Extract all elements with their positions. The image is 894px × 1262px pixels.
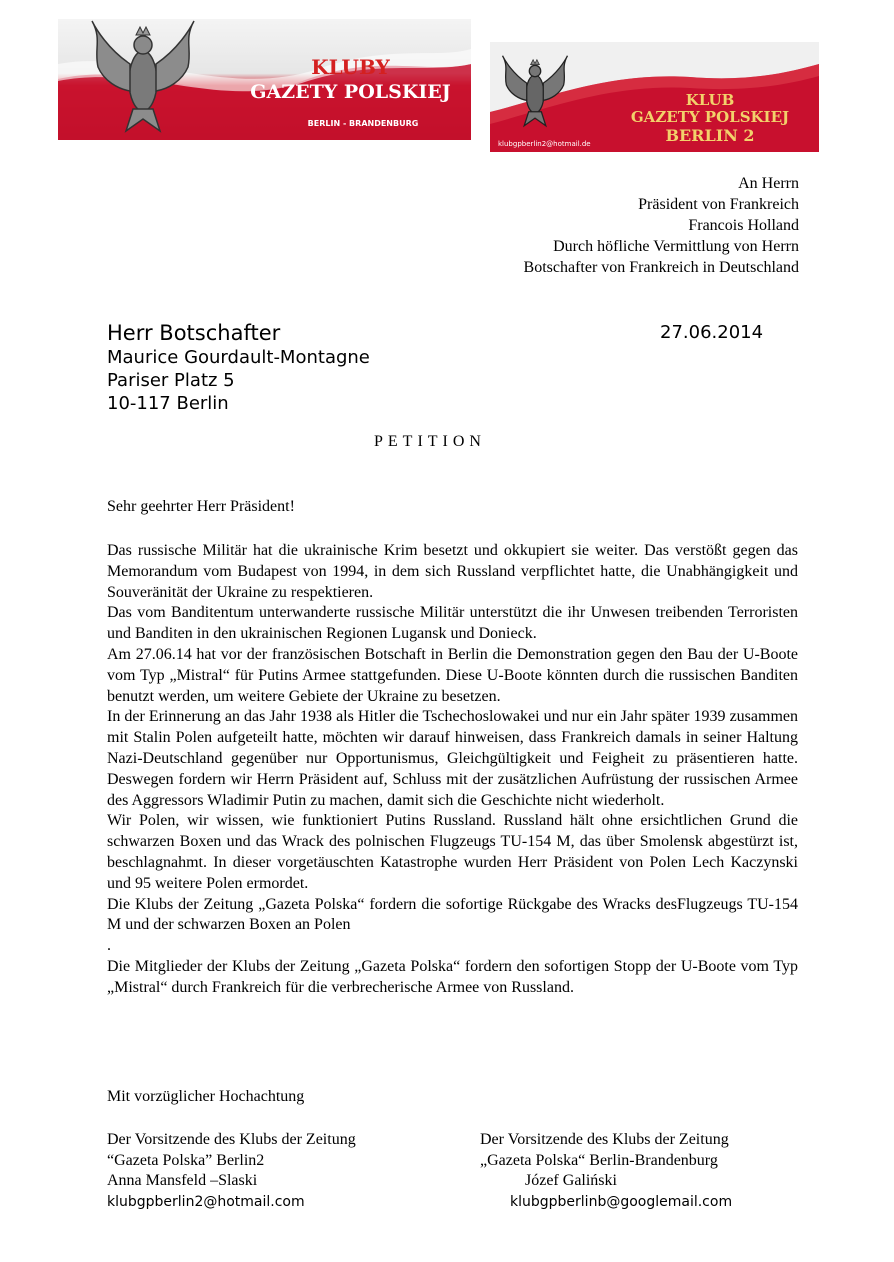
body-paragraph: Wir Polen, wir wissen, wie funktioniert Putins Russland. Russland hält ohne ersichtlichen Grund die schwarzen Boxen und das Wrack des polnischen Flugzeugs TU-154 M, das über Smolensk abgestürzt ist, beschlagnahmt. In dieser vorgetäuschten Katastrophe wurden Herr Präsident von Polen Lech Kaczynski und 95 weitere Polen ermordet. (107, 812, 798, 892)
signature-email: klubgpberlin2@hotmail.com (107, 1193, 305, 1210)
address-line: Herr Botschafter (107, 321, 281, 345)
logo-line3: BERLIN - BRANDENBURG (307, 119, 419, 128)
logo-line3: BERLIN 2 (665, 126, 755, 145)
signature-role: Der Vorsitzende des Klubs der Zeitung (480, 1131, 729, 1148)
recipient-line: Francois Holland (688, 217, 799, 234)
body-paragraph: Das russische Militär hat die ukrainische Krim besetzt und okkupiert sie weiter. Das verstößt gegen das Memorandum vom Budapest von 1994, in dem sich Russland verpflichtet hatte, die Unabhängigkeit und Souveränität der Ukraine zu respektieren. (107, 542, 798, 601)
recipient-line: An Herrn (738, 175, 799, 192)
body-paragraph: Das vom Banditentum unterwanderte russische Militär unterstützt die ihr Unwesen treibenden Terroristen und Banditen in den ukrainischen Regionen Lugansk und Donieck. (107, 604, 798, 643)
signature-club: “Gazeta Polska” Berlin2 (107, 1151, 265, 1169)
logo-line1: KLUBY (311, 55, 390, 79)
letter-date: 27.06.2014 (660, 322, 764, 343)
eagle-icon (500, 48, 570, 138)
body-paragraph: Am 27.06.14 hat vor der französischen Botschaft in Berlin die Demonstration gegen den Bau der U-Boote vom Typ „Mistral“ für Putins Armee stattgefunden. Diese U-Boote könnten durch die russischen Banditen benutzt werden, um weitere Gebiete der Ukraine zu besetzen. (107, 645, 798, 705)
address-line: 10-117 Berlin (107, 393, 229, 414)
body-paragraph: . (107, 937, 111, 955)
eagle-icon (88, 19, 198, 140)
signature-name: Anna Mansfeld –Slaski (107, 1172, 258, 1189)
logo-klub-berlin-2 (490, 42, 819, 152)
logo-email: klubgpberlin2@hotmail.de (498, 140, 591, 148)
recipient-line: Durch höfliche Vermittlung von Herrn (553, 238, 799, 255)
recipient-line: Botschafter von Frankreich in Deutschland (523, 259, 799, 276)
signature-name: Józef Galiński (525, 1172, 617, 1189)
salutation: Sehr geehrter Herr Präsident! (107, 498, 295, 515)
document-title: PETITION (374, 433, 486, 450)
signature-block (480, 1130, 732, 1212)
logo-line2: GAZETY POLSKIEJ (250, 81, 451, 103)
recipient-line: Präsident von Frankreich (638, 196, 799, 213)
signature-club: „Gazeta Polska“ Berlin-Brandenburg (480, 1151, 718, 1169)
logo-klub-berlin-brandenburg (58, 19, 471, 140)
address-line: Maurice Gourdault-Montagne (107, 347, 370, 368)
signature-email: klubgpberlinb@googlemail.com (510, 1193, 733, 1210)
body-paragraph: In der Erinnerung an das Jahr 1938 als Hitler die Tschechoslowakei und nur ein Jahr später 1939 zusammen mit Stalin Polen aufgeteilt hatte, möchten wir darauf hinweisen, dass Frankreich damals in seiner Haltung Nazi-Deutschland gegenüber nur Opportunismus, Gleichgültigkeit und Feigheit zu präsentieren hatte. Deswegen fordern wir Herrn Präsident auf, Schluss mit der zusätzlichen Aufrüstung der russischen Armee des Aggressors Wladimir Putin zu machen, damit sich die Geschichte nicht wiederholt. (107, 708, 798, 809)
signature-role: Der Vorsitzende des Klubs der Zeitung (107, 1131, 356, 1148)
signature-block (107, 1130, 356, 1212)
logo-line2: GAZETY POLSKIEJ (630, 108, 790, 126)
body-paragraph: Die Mitglieder der Klubs der Zeitung „Gazeta Polska“ fordern den sofortigen Stopp der U-Boote vom Typ „Mistral“ durch Frankreich für die verbrecherische Armee von Russland. (107, 957, 798, 996)
address-block (107, 320, 370, 415)
body-paragraph: Die Klubs der Zeitung „Gazeta Polska“ fordern die sofortige Rückgabe des Wracks desFlugzeugs TU-154 M und der schwarzen Boxen an Polen (107, 895, 798, 934)
recipient-block (524, 173, 799, 278)
closing: Mit vorzüglicher Hochachtung (107, 1088, 305, 1105)
letter-body (107, 541, 798, 999)
address-line: Pariser Platz 5 (107, 370, 235, 391)
logo-line1: KLUB (685, 91, 735, 109)
